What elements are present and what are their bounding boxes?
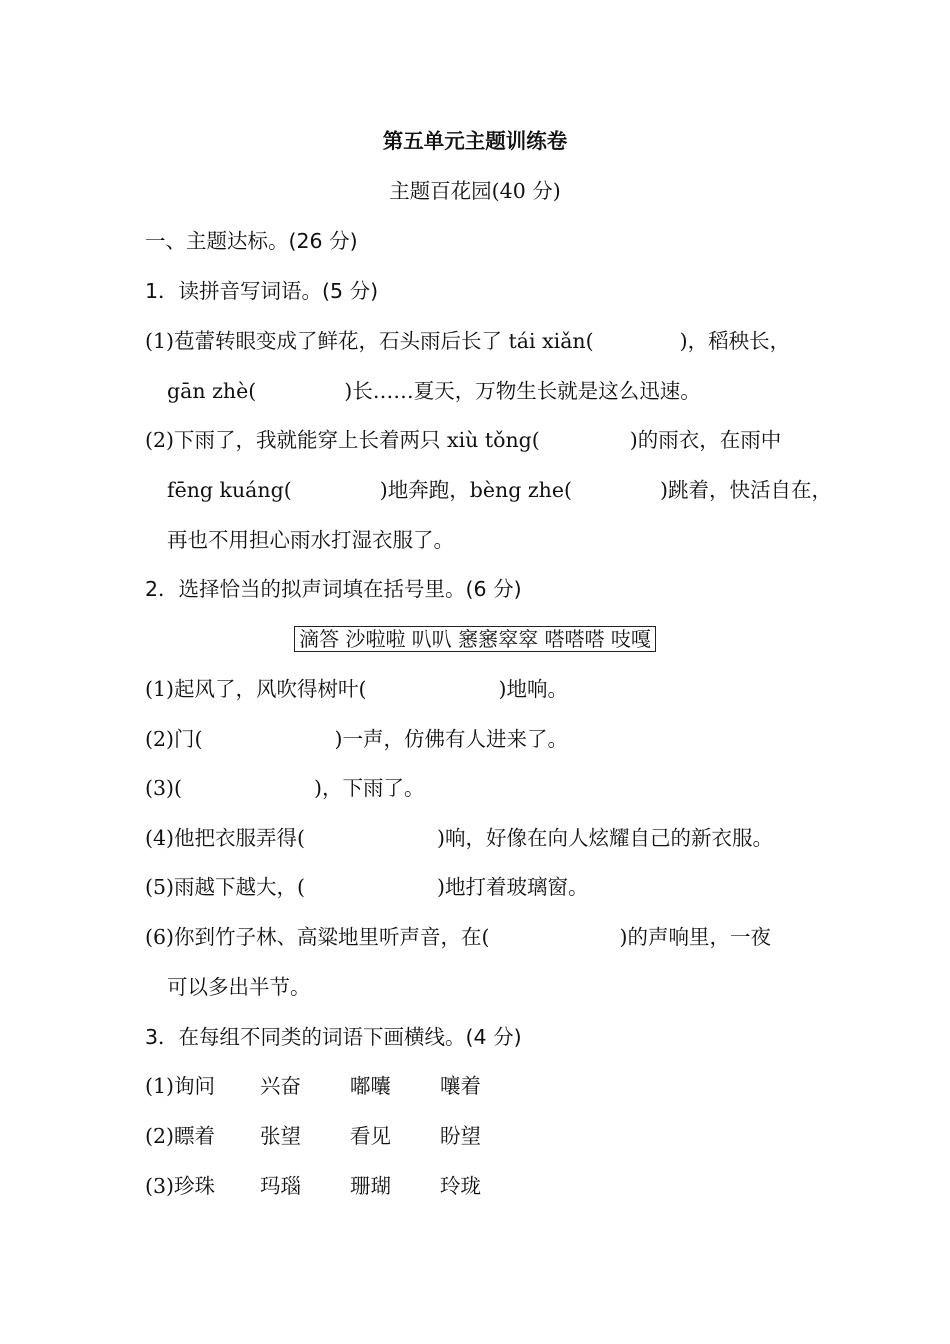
- section-heading: 一、主题达标。(26 分): [145, 229, 358, 253]
- word-item[interactable]: (1)询问: [145, 1074, 216, 1098]
- q1-passage-2-line-2: fēng kuáng( )地奔跑，bèng zhe( )跳着，快活自在，: [167, 478, 832, 502]
- word-item[interactable]: 盼望: [440, 1124, 481, 1148]
- q2-sentence-1: (1)起风了，风吹得树叶( )地响。: [145, 677, 569, 701]
- word-item[interactable]: 珊瑚: [350, 1174, 391, 1198]
- q1-passage-2-line-3: 再也不用担心雨水打湿衣服了。: [167, 528, 454, 552]
- word-item[interactable]: 嘟囔: [350, 1074, 391, 1098]
- word-item[interactable]: 兴奋: [260, 1074, 301, 1098]
- q3-group-2: [145, 1121, 530, 1151]
- word-item[interactable]: 玛瑙: [260, 1174, 301, 1198]
- q1-passage-1-line-2: gān zhè( )长……夏天，万物生长就是这么迅速。: [167, 379, 701, 403]
- word-item[interactable]: (2)瞟着: [145, 1124, 216, 1148]
- word-item[interactable]: 看见: [350, 1124, 391, 1148]
- word-item[interactable]: 玲珑: [440, 1174, 481, 1198]
- q2-sentence-2: (2)门( )一声，仿佛有人进来了。: [145, 727, 569, 751]
- q2-sentence-6-line-1: (6)你到竹子林、高粱地里听声音，在( )的声响里，一夜: [145, 925, 772, 949]
- q2-sentence-6-line-2: 可以多出半节。: [167, 975, 311, 999]
- q2-sentence-3: (3)( )，下雨了。: [145, 776, 425, 800]
- q2-sentence-4: (4)他把衣服弄得( )响，好像在向人炫耀自己的新衣服。: [145, 826, 774, 850]
- question-2-heading: 2．选择恰当的拟声词填在括号里。(6 分): [145, 577, 522, 601]
- word-item[interactable]: 张望: [260, 1124, 301, 1148]
- q3-group-3: [145, 1171, 530, 1201]
- word-item[interactable]: 嚷着: [440, 1074, 481, 1098]
- q2-sentence-5: (5)雨越下越大，( )地打着玻璃窗。: [145, 875, 589, 899]
- page-title: 第五单元主题训练卷: [382, 129, 568, 153]
- question-1-heading: 1．读拼音写词语。(5 分): [145, 279, 379, 303]
- q1-passage-1-line-1: (1)苞蕾转眼变成了鲜花，石头雨后长了 tái xiǎn( )，稻秧长，: [145, 329, 791, 353]
- q1-passage-2-line-1: (2)下雨了，我就能穿上长着两只 xiù tǒng( )的雨衣，在雨中: [145, 428, 782, 452]
- word-item[interactable]: (3)珍珠: [145, 1174, 216, 1198]
- page-subtitle: 主题百花园(40 分): [389, 179, 561, 203]
- word-box-row: [0, 624, 950, 654]
- q3-group-1: [145, 1071, 530, 1101]
- question-3-heading: 3．在每组不同类的词语下画横线。(4 分): [145, 1025, 522, 1049]
- word-box: 滴答 沙啦啦 叭叭 窸窸窣窣 嗒嗒嗒 吱嘎: [294, 626, 656, 652]
